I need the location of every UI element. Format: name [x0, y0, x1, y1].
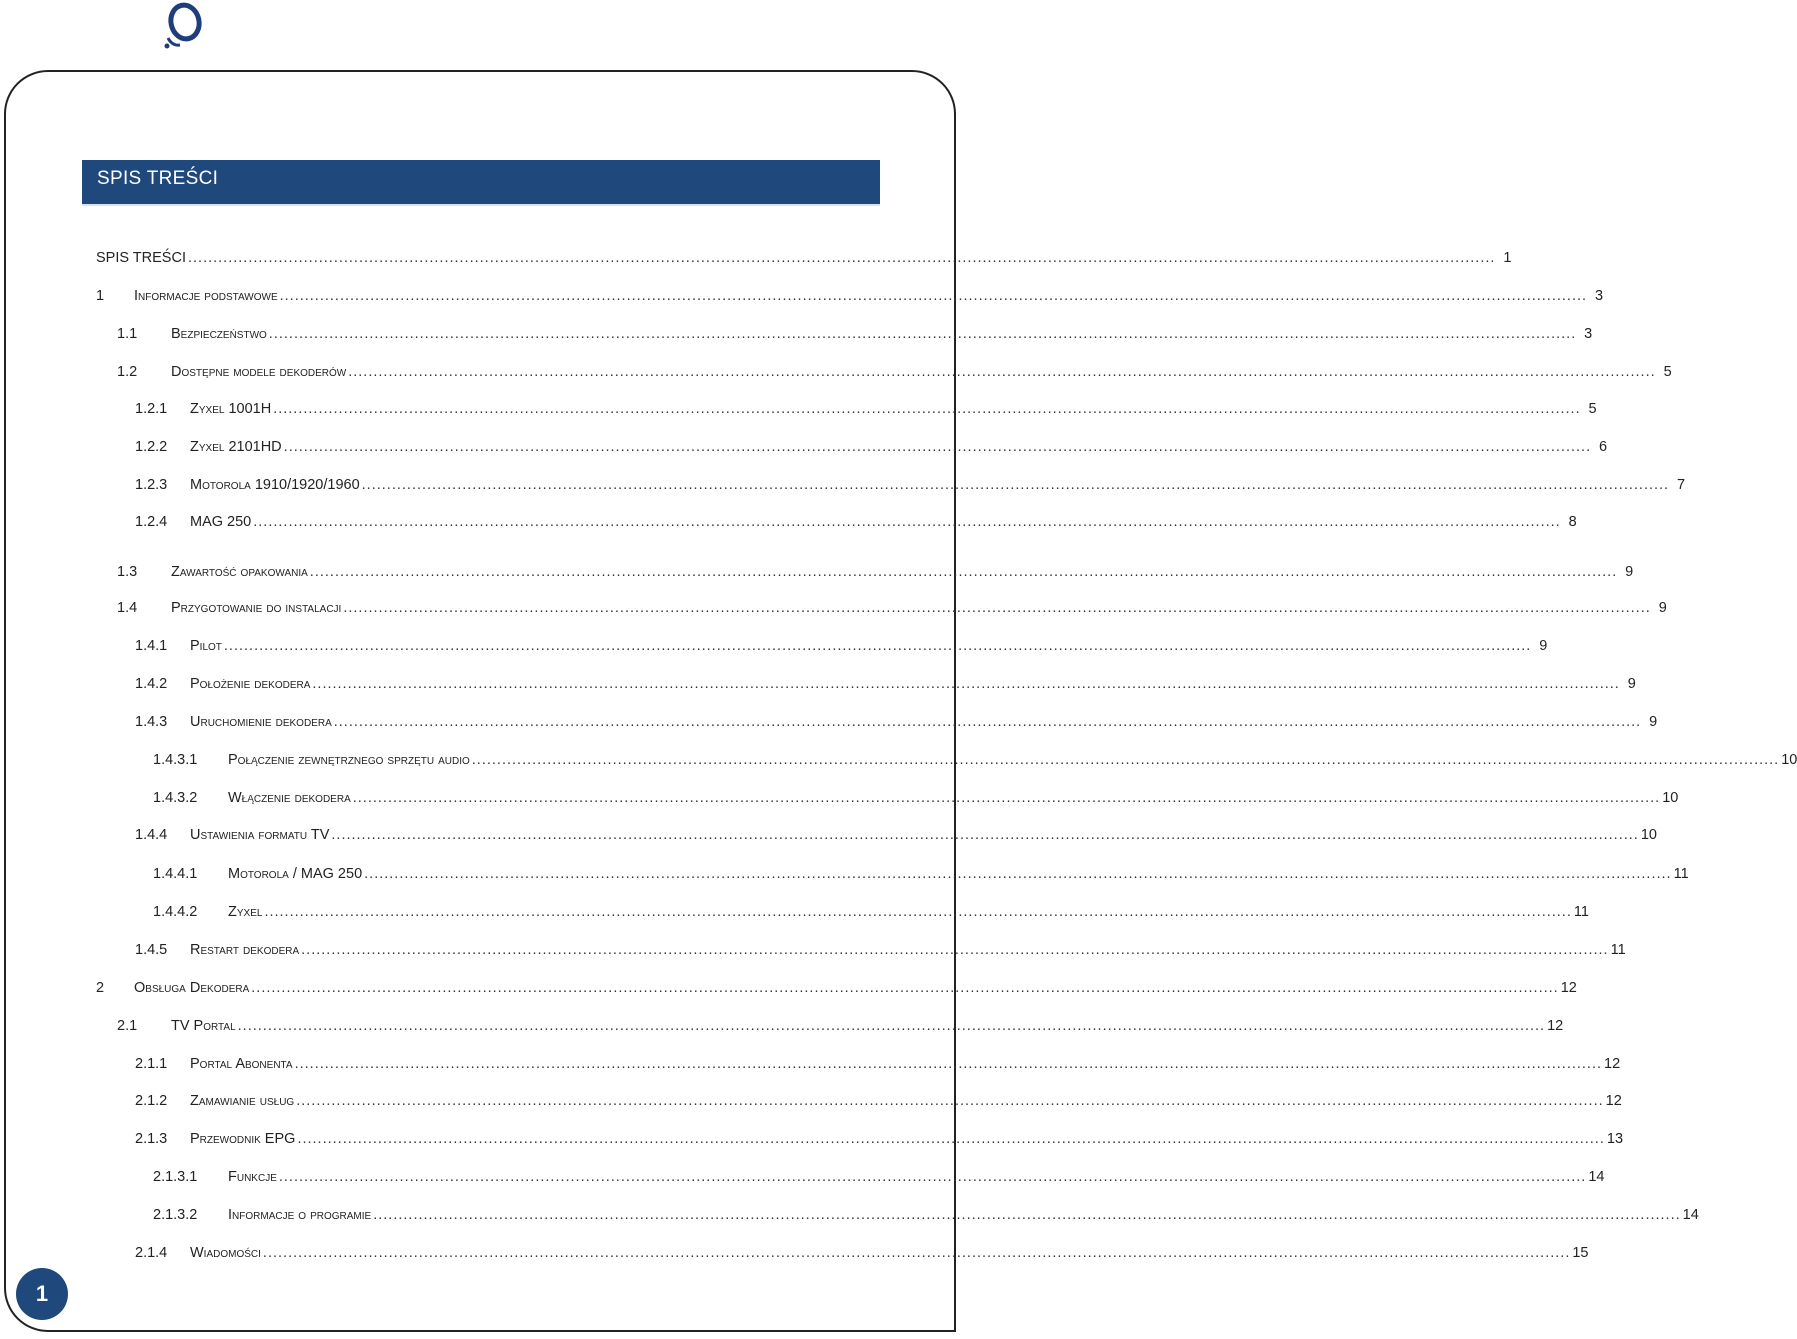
toc-dot-leader: ....................................................................................................................................................................................................................................................................	[253, 514, 1561, 530]
toc-entry-title: Przewodnik EPG	[190, 1131, 296, 1147]
toc-entry-page: 10	[1662, 790, 1679, 806]
toc-entry-page: 10	[1781, 752, 1797, 768]
toc-entry[interactable]	[153, 1169, 1605, 1193]
toc-entry-page: 14	[1682, 1207, 1699, 1223]
toc-entry-number: 1.3	[117, 564, 138, 580]
toc-entry-page: 11	[1673, 866, 1689, 882]
toc-entry-page: 11	[1573, 904, 1589, 920]
toc-entry-title: Dostępne modele dekoderów	[171, 364, 347, 380]
toc-entry-number: 1.1	[117, 326, 138, 342]
toc-entry-title: Uruchomienie dekodera	[190, 714, 332, 730]
toc-entry-number: 1.4.3	[135, 714, 168, 730]
toc-entry[interactable]	[135, 676, 1636, 700]
toc-entry-title: Zyxel 1001H	[190, 401, 272, 417]
toc-entry-page: 12	[1605, 1093, 1622, 1109]
toc-entry-number: 1.4.1	[135, 638, 168, 654]
toc-entry-page: 9	[1627, 676, 1636, 692]
toc-entry-title: Informacje podstawowe	[134, 288, 278, 304]
toc-dot-leader: ....................................................................................................................................................................................................................................................................	[471, 752, 1780, 768]
toc-entry-number: 1.2.4	[135, 514, 168, 530]
toc-entry[interactable]	[153, 790, 1679, 814]
toc-entry-title: Informacje o programie	[228, 1207, 372, 1223]
toc-dot-leader: ....................................................................................................................................................................................................................................................................	[331, 827, 1639, 843]
toc-entry-page: 10	[1640, 827, 1657, 843]
toc-entry-number: 1.4	[117, 600, 138, 616]
toc-entry-title: Zamawianie usług	[190, 1093, 295, 1109]
toc-entry-page: 5	[1588, 401, 1597, 417]
toc-entry-page: 3	[1584, 326, 1593, 342]
toc-dot-leader: ....................................................................................................................................................................................................................................................................	[187, 250, 1496, 266]
toc-entry-number: 2.1.2	[135, 1093, 168, 1109]
toc-entry[interactable]	[153, 904, 1589, 928]
toc-entry-number: 1.4.5	[135, 942, 168, 958]
toc-dot-leader: ....................................................................................................................................................................................................................................................................	[309, 564, 1618, 580]
toc-dot-leader: ....................................................................................................................................................................................................................................................................	[262, 1245, 1571, 1261]
toc-dot-leader: ....................................................................................................................................................................................................................................................................	[294, 1056, 1603, 1072]
page-number-badge	[16, 1268, 68, 1320]
toc-entry-title: Pilot	[190, 638, 222, 654]
toc-dot-leader: ....................................................................................................................................................................................................................................................................	[296, 1093, 1604, 1109]
logo-icon	[158, 0, 208, 52]
toc-entry-title: Włączenie dekodera	[228, 790, 351, 806]
page-number: 1	[35, 1281, 49, 1306]
toc-entry-title: Zyxel 2101HD	[190, 439, 282, 455]
toc-entry-page: 9	[1649, 714, 1658, 730]
toc-entry-page: 15	[1572, 1245, 1589, 1261]
toc-entry-title: Bezpieczeństwo	[171, 326, 267, 342]
toc-entry[interactable]	[135, 439, 1608, 463]
toc-entry[interactable]	[117, 564, 1634, 588]
toc-entry-title: TV Portal	[171, 1018, 236, 1034]
toc-entry-title: Restart dekodera	[190, 942, 300, 958]
toc-entry-number: 2.1.3.1	[153, 1169, 198, 1185]
toc-entry[interactable]	[135, 942, 1626, 966]
toc-entry-page: 9	[1539, 638, 1548, 654]
toc-entry-page: 11	[1610, 942, 1626, 958]
toc-entry[interactable]	[153, 752, 1797, 776]
toc-entry-number: 2.1.3.2	[153, 1207, 198, 1223]
toc-entry-page: 6	[1599, 439, 1608, 455]
toc-header-banner	[82, 160, 880, 206]
toc-entry-page: 9	[1625, 564, 1634, 580]
toc-entry-number: 1.4.3.1	[153, 752, 198, 768]
toc-entry-number: 2.1.1	[135, 1056, 168, 1072]
toc-entry[interactable]	[135, 477, 1686, 501]
toc-entry-page: 3	[1594, 288, 1604, 304]
toc-dot-leader: ....................................................................................................................................................................................................................................................................	[373, 1207, 1681, 1223]
toc-entry-page: 12	[1547, 1018, 1564, 1034]
toc-entry-page: 7	[1677, 477, 1686, 493]
toc-dot-leader: ....................................................................................................................................................................................................................................................................	[264, 904, 1572, 920]
toc-entry-page: 12	[1604, 1056, 1621, 1072]
toc-entry-title: Motorola 1910/1920/1960	[190, 477, 360, 493]
toc-dot-leader: ....................................................................................................................................................................................................................................................................	[268, 326, 1577, 342]
toc-entry-number: 1.2.3	[135, 477, 168, 493]
toc-entry[interactable]	[135, 401, 1597, 425]
toc-entry-number: 2.1.4	[135, 1245, 168, 1261]
toc-dot-leader: ....................................................................................................................................................................................................................................................................	[352, 790, 1661, 806]
toc-entry[interactable]	[96, 288, 1604, 312]
toc-entry-number: 1.2.2	[135, 439, 168, 455]
toc-entry-title: Zawartość opakowania	[171, 564, 308, 580]
toc-entry-number: 1.2.1	[135, 401, 168, 417]
toc-entry-title: Obsługa Dekodera	[134, 980, 250, 996]
toc-entry-page: 13	[1606, 1131, 1624, 1147]
toc-entry-number: 2.1	[117, 1018, 138, 1034]
toc-entry-number: 1.4.4.2	[153, 904, 198, 920]
toc-dot-leader: ....................................................................................................................................................................................................................................................................	[364, 866, 1672, 882]
toc-dot-leader: ....................................................................................................................................................................................................................................................................	[273, 401, 1581, 417]
toc-entry[interactable]	[153, 866, 1689, 890]
toc-entry[interactable]	[117, 326, 1593, 350]
toc-entry[interactable]	[135, 1245, 1589, 1269]
toc-entry[interactable]	[135, 714, 1658, 738]
toc-entry-title: Ustawienia formatu TV	[190, 827, 330, 843]
page-title: SPIS TREŚCI	[97, 168, 219, 189]
toc-dot-leader: ....................................................................................................................................................................................................................................................................	[251, 980, 1559, 996]
toc-entry-title: Funkcje	[228, 1169, 277, 1185]
toc-entry-title: Zyxel	[228, 904, 263, 920]
toc-dot-leader: ....................................................................................................................................................................................................................................................................	[343, 600, 1651, 616]
toc-entry-number: 1.2	[117, 364, 138, 380]
toc-dot-leader: ....................................................................................................................................................................................................................................................................	[279, 288, 1588, 304]
toc-entry[interactable]	[96, 980, 1577, 1004]
toc-entry[interactable]	[96, 250, 1512, 274]
toc-entry-number: 2.1.3	[135, 1131, 168, 1147]
toc-dot-leader: ....................................................................................................................................................................................................................................................................	[237, 1018, 1546, 1034]
toc-entry-number: 1.4.2	[135, 676, 168, 692]
toc-entry-number: 2	[96, 980, 105, 996]
toc-dot-leader: ....................................................................................................................................................................................................................................................................	[297, 1131, 1605, 1147]
toc-entry-page: 12	[1560, 980, 1577, 996]
toc-entry-title: Położenie dekodera	[190, 676, 311, 692]
toc-entry-title: Połączenie zewnętrznego sprzętu audio	[228, 752, 470, 768]
toc-entry-number: 1.4.3.2	[153, 790, 198, 806]
toc-entry-title: SPIS TREŚCI	[96, 250, 186, 266]
toc-entry[interactable]	[135, 638, 1548, 662]
toc-entry[interactable]	[117, 600, 1667, 624]
toc-dot-leader: ....................................................................................................................................................................................................................................................................	[223, 638, 1532, 654]
toc-entry-page: 9	[1658, 600, 1667, 616]
toc-entry[interactable]	[135, 1131, 1624, 1155]
toc-entry[interactable]	[135, 514, 1577, 538]
toc-dot-leader: ....................................................................................................................................................................................................................................................................	[361, 477, 1670, 493]
toc-entry-title: Motorola / MAG 250	[228, 866, 363, 882]
toc-entry-title: Wiadomości	[190, 1245, 261, 1261]
toc-entry[interactable]	[117, 1018, 1564, 1042]
toc-dot-leader: ....................................................................................................................................................................................................................................................................	[301, 942, 1609, 958]
toc-entry-page: 5	[1663, 364, 1672, 380]
toc-entry[interactable]	[153, 1207, 1699, 1231]
toc-entry-page: 8	[1568, 514, 1577, 530]
toc-entry-number: 1	[96, 288, 105, 304]
toc-entry-page: 14	[1588, 1169, 1605, 1185]
toc-dot-leader: ....................................................................................................................................................................................................................................................................	[312, 676, 1620, 692]
toc-entry-number: 1.4.4.1	[153, 866, 198, 882]
toc-entry[interactable]	[135, 827, 1657, 851]
toc-entry[interactable]	[135, 1056, 1621, 1080]
toc-entry[interactable]	[117, 364, 1672, 388]
toc-dot-leader: ....................................................................................................................................................................................................................................................................	[283, 439, 1592, 455]
toc-dot-leader: ....................................................................................................................................................................................................................................................................	[278, 1169, 1587, 1185]
toc-entry[interactable]	[135, 1093, 1622, 1117]
toc-entry-title: Przygotowanie do instalacji	[171, 600, 342, 616]
toc-entry-number: 1.4.4	[135, 827, 168, 843]
toc-dot-leader: ....................................................................................................................................................................................................................................................................	[348, 364, 1656, 380]
toc-entry-title: Portal Abonenta	[190, 1056, 293, 1072]
toc-dot-leader: ....................................................................................................................................................................................................................................................................	[333, 714, 1642, 730]
toc-entry-title: MAG 250	[190, 514, 252, 530]
toc-entry-page: 1	[1503, 250, 1512, 266]
